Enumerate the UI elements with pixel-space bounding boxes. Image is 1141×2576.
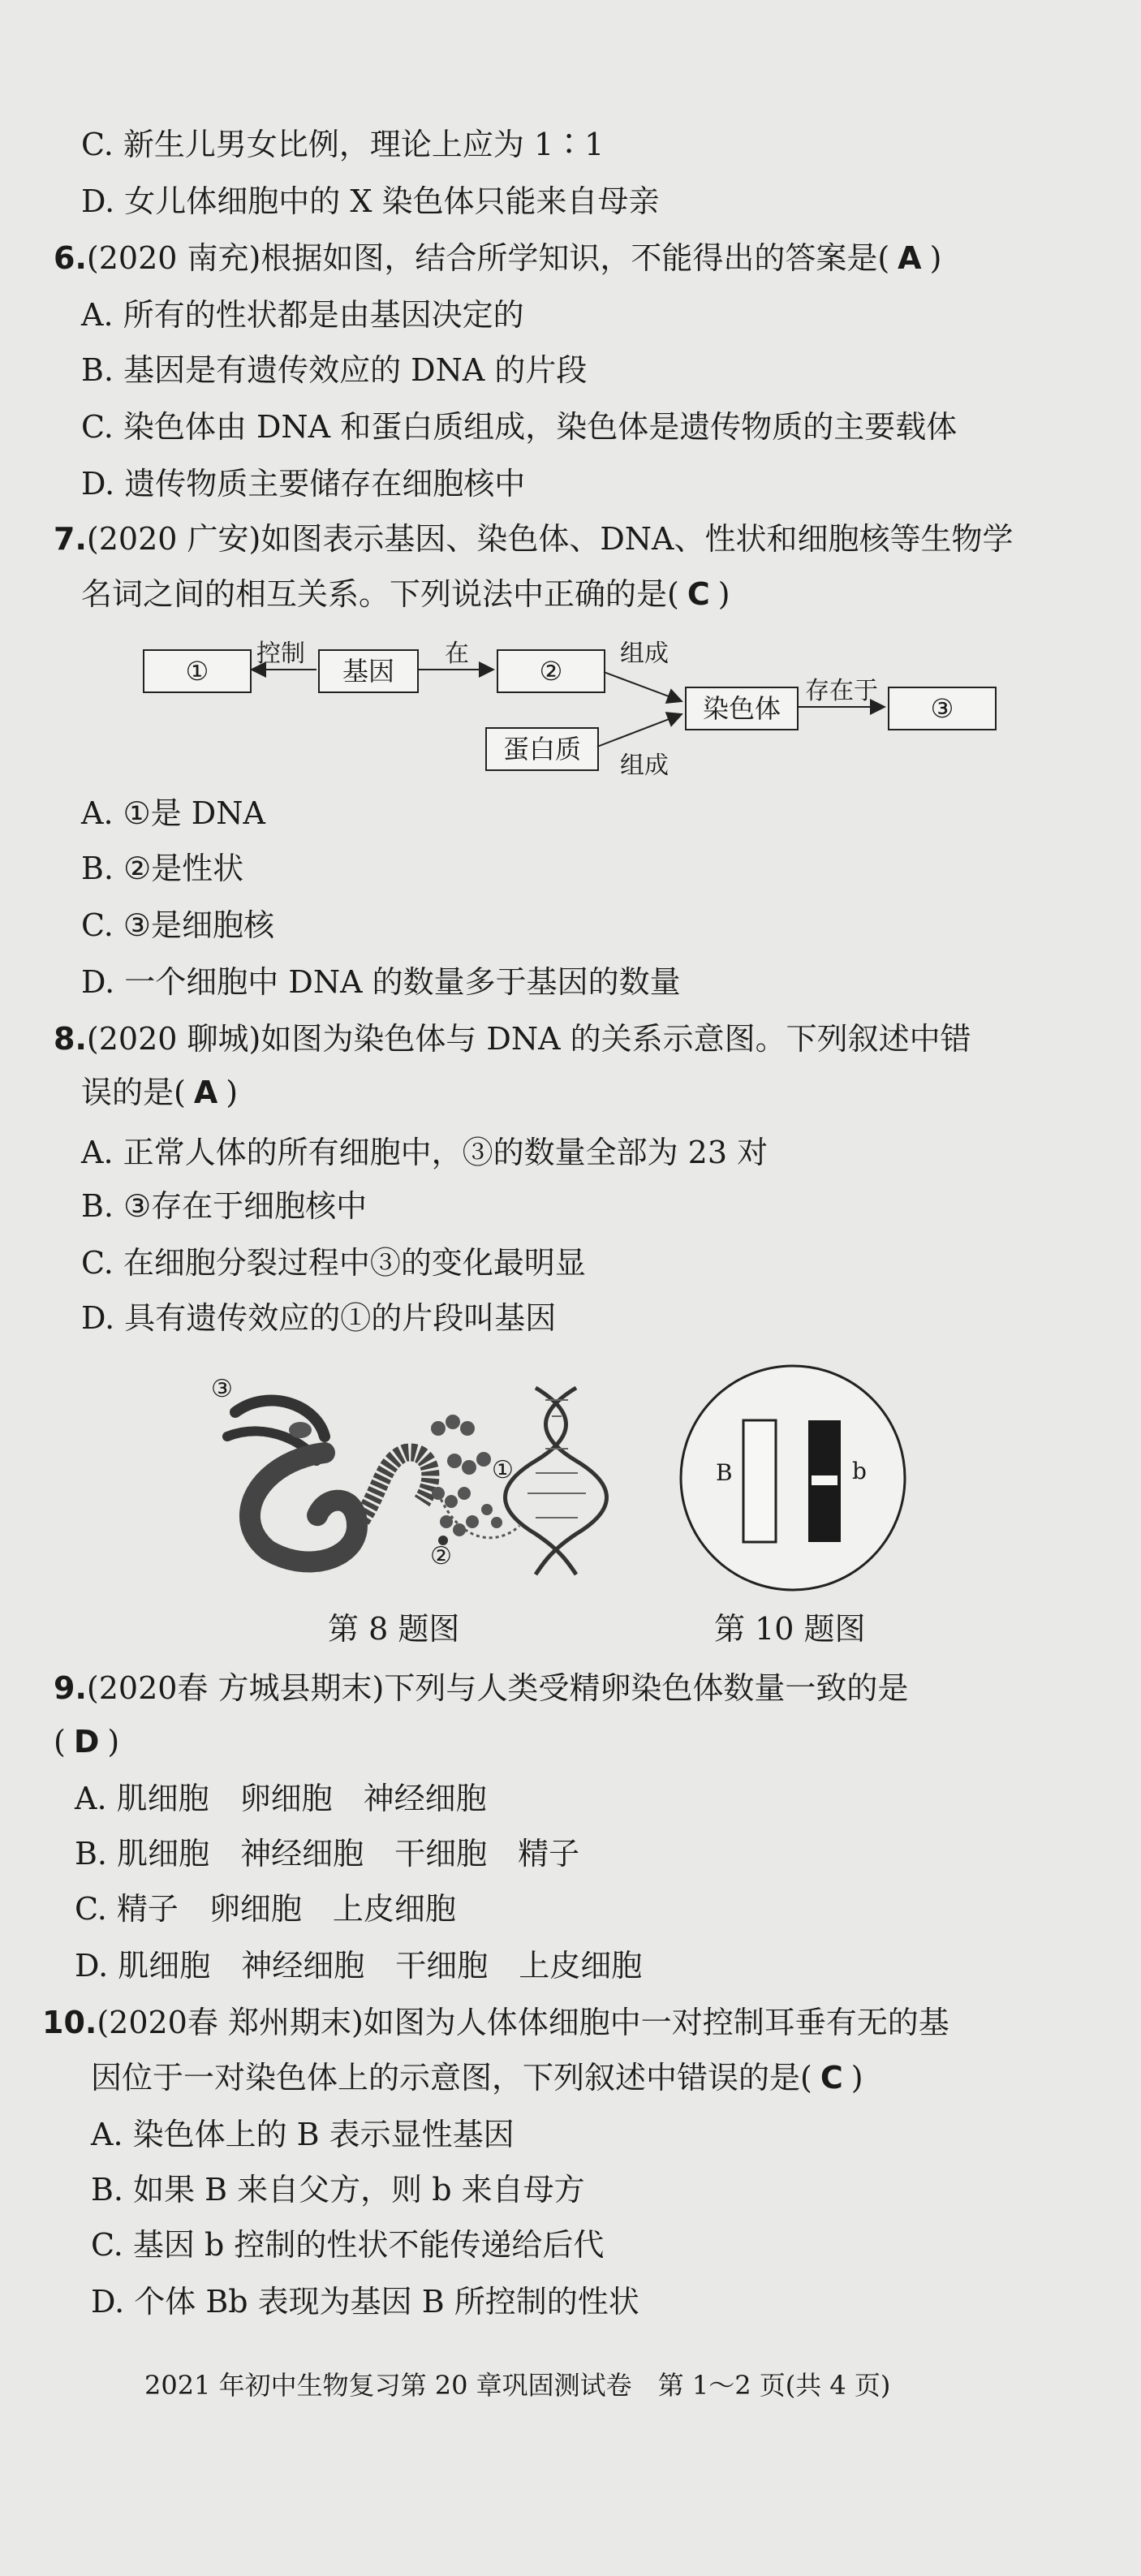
question-text: 名词之间的相互关系。下列说法中正确的是(	[81, 576, 679, 612]
figure-10-caption: 第 10 题图	[714, 1611, 866, 1647]
question-number: 7.	[54, 521, 87, 557]
diagram-box-protein: 蛋白质	[485, 727, 599, 771]
question-text: (2020春 郑州期末)如图为人体体细胞中一对控制耳垂有无的基	[97, 2005, 949, 2040]
q9-option-d: D. 肌细胞 神经细胞 干细胞 上皮细胞	[75, 1948, 643, 1984]
q7-option-a: A. ①是 DNA	[81, 795, 265, 831]
chromosome-dna-illustration	[195, 1372, 633, 1583]
question-text: 因位于一对染色体上的示意图，下列叙述中错误的是(	[91, 2060, 812, 2096]
figure-8-label-3: ③	[211, 1375, 233, 1403]
question-text: (2020春 方城县期末)下列与人类受精卵染色体数量一致的是	[86, 1670, 909, 1706]
question-text: (2020 广安)如图表示基因、染色体、DNA、性状和细胞核等生物学	[86, 521, 1014, 557]
label-compose-1: 组成	[620, 640, 669, 668]
question-10-stem-1	[42, 2001, 949, 2044]
label-compose-2: 组成	[620, 752, 669, 780]
q10-option-c: C. 基因 b 控制的性状不能传递给后代	[91, 2227, 605, 2263]
question-9-stem-2	[54, 1721, 119, 1763]
page-footer: 2021 年初中生物复习第 20 章巩固测试卷 第 1～2 页(共 4 页)	[144, 2370, 891, 2401]
q7-option-b: B. ②是性状	[81, 851, 244, 886]
answer: A	[193, 1075, 218, 1110]
question-text: 误的是(	[81, 1075, 186, 1110]
q10-option-b: B. 如果 B 来自父方，则 b 来自母方	[91, 2172, 585, 2208]
q6-option-d: D. 遗传物质主要储存在细胞核中	[81, 466, 526, 502]
question-9-stem-1	[54, 1667, 908, 1709]
question-number: 8.	[54, 1021, 87, 1057]
label-exist: 存在于	[805, 677, 878, 705]
figure-10-chromosome-pair	[678, 1363, 907, 1592]
diagram-box-gene: 基因	[318, 649, 419, 693]
answer: C	[687, 576, 710, 612]
figure-10-label-big-b: B	[716, 1459, 733, 1486]
diagram-arrows	[0, 0, 1141, 812]
prev-option-c: C. 新生儿男女比例，理论上应为 1∶1	[81, 127, 605, 162]
figure-8-chromosome-dna	[195, 1372, 633, 1583]
question-text: (2020 南充)根据如图，结合所学知识，不能得出的答案是(	[86, 240, 890, 276]
q6-option-b: B. 基因是有遗传效应的 DNA 的片段	[81, 352, 588, 388]
figure-8-label-1: ①	[492, 1456, 514, 1484]
q8-option-a: A. 正常人体的所有细胞中，③的数量全部为 23 对	[81, 1135, 769, 1170]
q8-option-d: D. 具有遗传效应的①的片段叫基因	[81, 1300, 557, 1336]
question-8-stem-1	[54, 1018, 971, 1060]
question-text: (2020 聊城)如图为染色体与 DNA 的关系示意图。下列叙述中错	[86, 1021, 971, 1057]
prev-option-d: D. 女儿体细胞中的 X 染色体只能来自母亲	[81, 183, 660, 219]
question-close: )	[107, 1724, 120, 1760]
diagram-box-1: ①	[143, 649, 252, 693]
arrow-compose-1	[604, 672, 682, 701]
label-control: 控制	[256, 640, 305, 668]
figure-8-caption: 第 8 题图	[328, 1611, 460, 1647]
q8-option-b: B. ③存在于细胞核中	[81, 1188, 368, 1224]
diagram-box-chromosome: 染色体	[685, 687, 799, 730]
answer: D	[73, 1724, 100, 1760]
diagram-box-2: ②	[497, 649, 605, 693]
q9-option-c: C. 精子 卵细胞 上皮细胞	[75, 1891, 456, 1927]
question-10-stem-2	[91, 2057, 863, 2099]
q8-option-c: C. 在细胞分裂过程中③的变化最明显	[81, 1245, 586, 1281]
q10-option-d: D. 个体 Bb 表现为基因 B 所控制的性状	[91, 2284, 639, 2320]
chromosome-pair-illustration	[678, 1363, 907, 1592]
question-close: )	[717, 576, 730, 612]
label-in: 在	[445, 640, 469, 668]
question-number: 9.	[54, 1670, 87, 1706]
q6-option-c: C. 染色体由 DNA 和蛋白质组成，染色体是遗传物质的主要载体	[81, 409, 958, 445]
question-open: (	[54, 1724, 66, 1760]
q7-option-d: D. 一个细胞中 DNA 的数量多于基因的数量	[81, 964, 681, 1000]
q9-option-a: A. 肌细胞 卵细胞 神经细胞	[75, 1781, 487, 1816]
figure-8-label-2: ②	[430, 1542, 452, 1570]
answer: C	[820, 2060, 843, 2096]
figure-10-label-small-b: b	[852, 1458, 867, 1484]
question-close: )	[850, 2060, 863, 2096]
answer: A	[898, 240, 922, 276]
question-close: )	[929, 240, 942, 276]
q10-option-a: A. 染色体上的 B 表示显性基因	[91, 2117, 515, 2152]
q7-option-c: C. ③是细胞核	[81, 907, 274, 943]
question-number: 6.	[54, 240, 87, 276]
question-close: )	[226, 1075, 239, 1110]
question-number: 10.	[42, 2005, 97, 2040]
q9-option-b: B. 肌细胞 神经细胞 干细胞 精子	[75, 1836, 580, 1872]
diagram-box-3: ③	[888, 687, 997, 730]
arrow-compose-2	[597, 714, 682, 747]
q6-option-a: A. 所有的性状都是由基因决定的	[81, 297, 524, 333]
question-8-stem-2	[81, 1071, 238, 1114]
